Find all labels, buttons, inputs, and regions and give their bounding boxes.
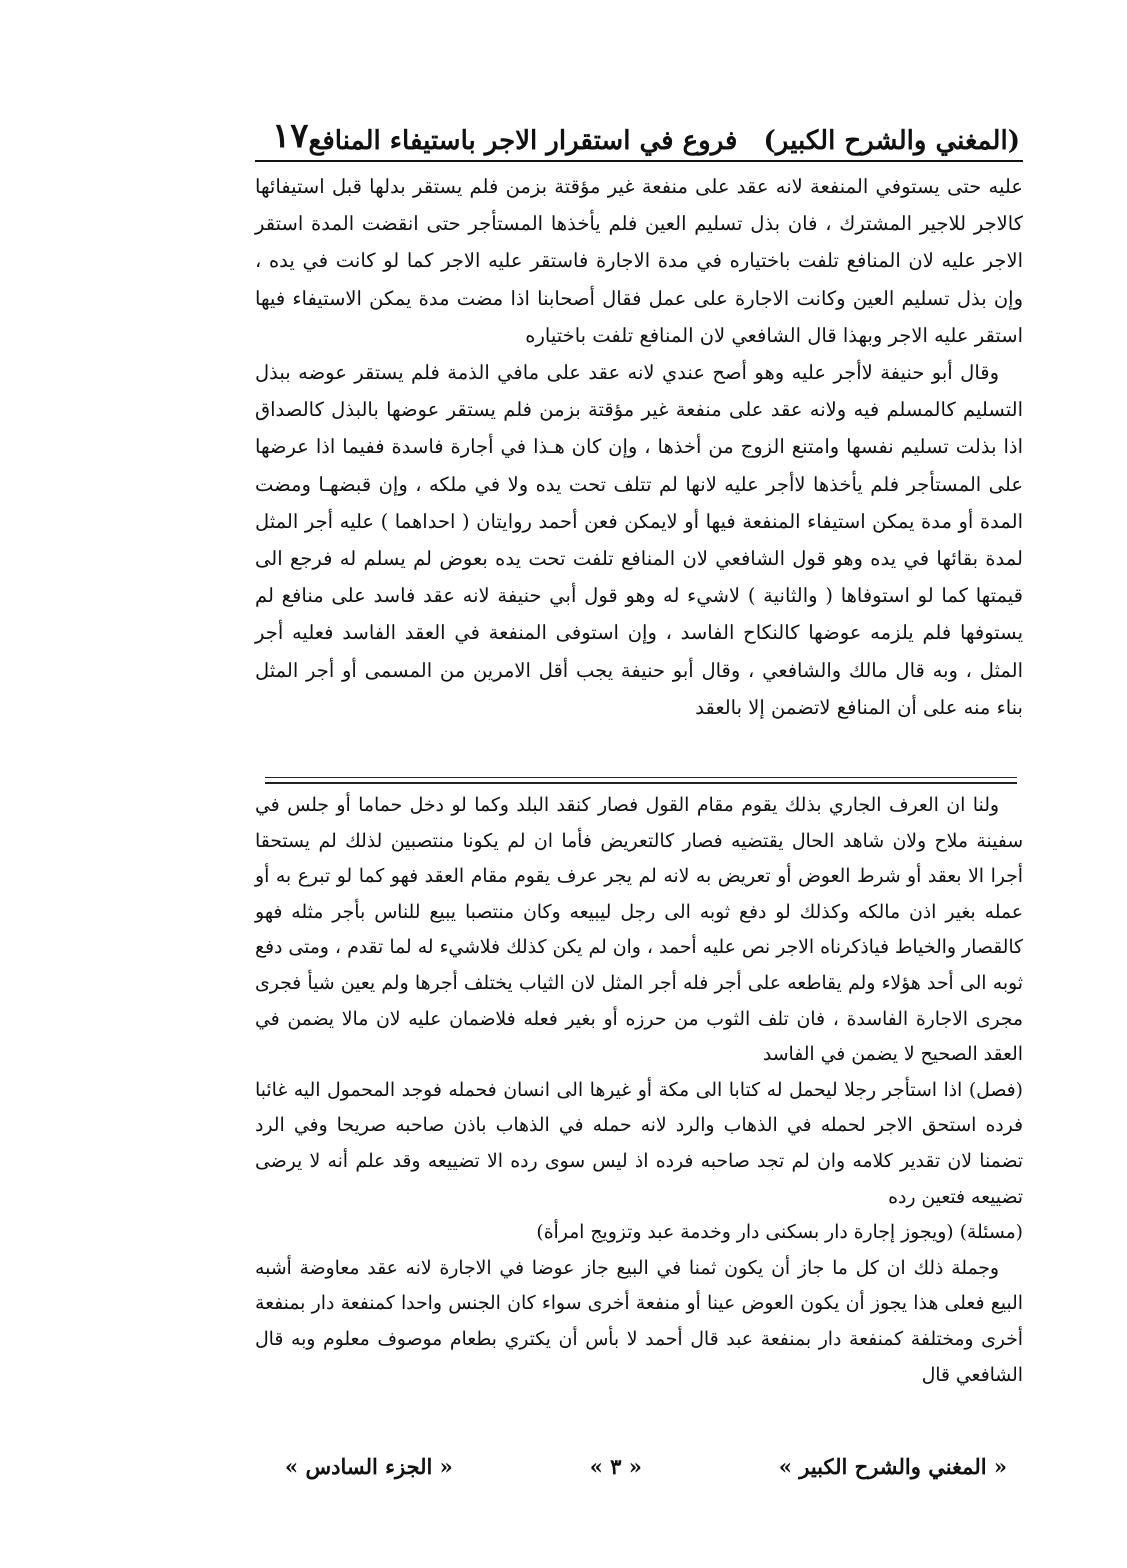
main-text xyxy=(255,168,1023,726)
main-paragraph: وقال أبو حنيفة لاأجر عليه وهو أصح عندي لانه عقد على مافي الذمة فلم يستقر عوضه ببذل التسليم كالمسلم فيه ولانه عقد على منفعة غير مؤقتة بزمن فلم يستقر عوضها بالبذل كالصداق اذا بذلت تسليم نفسها وامتنع الزوج من أخذها ، وإن كان هـذا في أجارة فاسدة ففيما اذا عرضها على المستأجر فلم يأخذها لاأجر عليه لانها لم تتلف تحت يده ولا في ملكه ، وإن قبضهـا ومضت المدة أو مدة يمكن استيفاء المنفعة فيها أو لايمكن فعن أحمد روايتان ( احداهما ) عليه أجر المثل لمدة بقائها في يده وهو قول الشافعي لان المنافع تلفت تحت يده بعوض لم يسلم له فرجع الى قيمتها كما لو استوفاها ( والثانية ) لاشيء له وهو قول أبي حنيفة لانه عقد فاسد على منافع لم يستوفها فلم يلزمه عوضها كالنكاح الفاسد ، وإن استوفى المنفعة في العقد الفاسد فعليه أجر المثل ، وبه قال مالك والشافعي ، وقال أبو حنيفة يجب أقل الامرين من المسمى أو أجر المثل بناء منه على أن المنافع لاتضمن إلا بالعقد xyxy=(255,361,1023,719)
commentary-paragraph: (مسئلة) (ويجوز إجارة دار بسكنى دار وخدمة عبد وتزويج امرأة) xyxy=(536,1222,1023,1244)
page-footer xyxy=(285,1446,1007,1486)
commentary-paragraph: (فصل) اذا استأجر رجلا ليحمل له كتابا الى مكة أو غيرها الى انسان فحمله فوجد المحمول اليه غائبا فرده استحق الاجر لحمله في الذهاب والرد لانه حمله في الذهاب باذن صاحبه صريحا وفي الرد تضمنا لان تقدير كلامه وان لم تجد صاحبه فرده اذ ليس سوى رده الا تضييعه وقد علم أنه لا يرضى تضييعه فتعين رده xyxy=(255,1079,1023,1208)
separator-rule xyxy=(265,782,1017,784)
running-title xyxy=(309,126,1020,156)
footer-volume: « الجزء السادس » xyxy=(285,1453,453,1479)
header-rule xyxy=(255,160,1023,162)
page-header xyxy=(255,108,1020,156)
book-title: (المغني والشرح الكبير) xyxy=(763,126,1020,156)
section-title: فروع في استقرار الاجر باستيفاء المنافع xyxy=(308,126,738,156)
page-number: ١٧ xyxy=(272,116,309,156)
main-paragraph: عليه حتى يستوفي المنفعة لانه عقد على منفعة غير مؤقتة بزمن فلم يستقر بدلها قبل استيفائها كالاجر للاجير المشترك ، فان بذل تسليم العين فلم يأخذها المستأجر حتى انقضت المدة استقر الاجر عليه لان المنافع تلفت باختياره في مدة الاجارة فاستقر عليه الاجر كما لو كانت في يده ، وإن بذل تسليم العين وكانت الاجارة على عمل فقال أصحابنا اذا مضت مدة يمكن الاستيفاء فيها استقر عليه الاجر وبهذا قال الشافعي لان المنافع تلفت باختياره xyxy=(255,175,1023,347)
footer-sheet-number: « ٣ » xyxy=(589,1453,642,1479)
footer-book-title: « المغني والشرح الكبير » xyxy=(778,1453,1007,1479)
commentary-text xyxy=(255,788,1023,1393)
commentary-paragraph: ولنا ان العرف الجاري بذلك يقوم مقام القول فصار كنقد البلد وكما لو دخل حماما أو جلس في سفينة ملاح ولان شاهد الحال يقتضيه فصار كالتعريض فأما ان لم يكونا منتصبين لذلك لم يستحقا أجرا الا بعقد أو شرط العوض أو تعريض به لانه لم يجر عرف يقوم مقام العقد فهو كما لو تبرع به أو عمله بغير اذن مالكه وكذلك لو دفع ثوبه الى رجل ليبيعه وكان منتصبا يبيع للناس بأجر مثله فهو كالقصار والخياط فياذكرناه الاجر نص عليه أحمد ، وان لم يكن كذلك فلاشيء له لما تقدم ، ومتى دفع ثوبه الى أحد هؤلاء ولم يقاطعه على أجر فله أجر المثل لان الثياب يختلف أجرها ولم يعين شيأ فجرى مجرى الاجارة الفاسدة ، فان تلف الثوب من حرزه أو بغير فعله فلاضمان عليه لان مالا يضمن في العقد الصحيح لا يضمن في الفاسد xyxy=(255,795,1023,1066)
separator-rule xyxy=(265,777,1017,778)
commentary-paragraph: وجملة ذلك ان كل ما جاز أن يكون ثمنا في البيع جاز عوضا في الاجارة لانه عقد معاوضة أشبه البيع فعلى هذا يجوز أن يكون العوض عينا أو منفعة أخرى سواء كان الجنس واحدا كمنفعة دار بمنفعة أخرى ومختلفة كمنفعة دار بمنفعة عبد قال أحمد لا بأس أن يكتري بطعام موصوف معلوم وبه قال الشافعي قال xyxy=(255,1257,1023,1386)
